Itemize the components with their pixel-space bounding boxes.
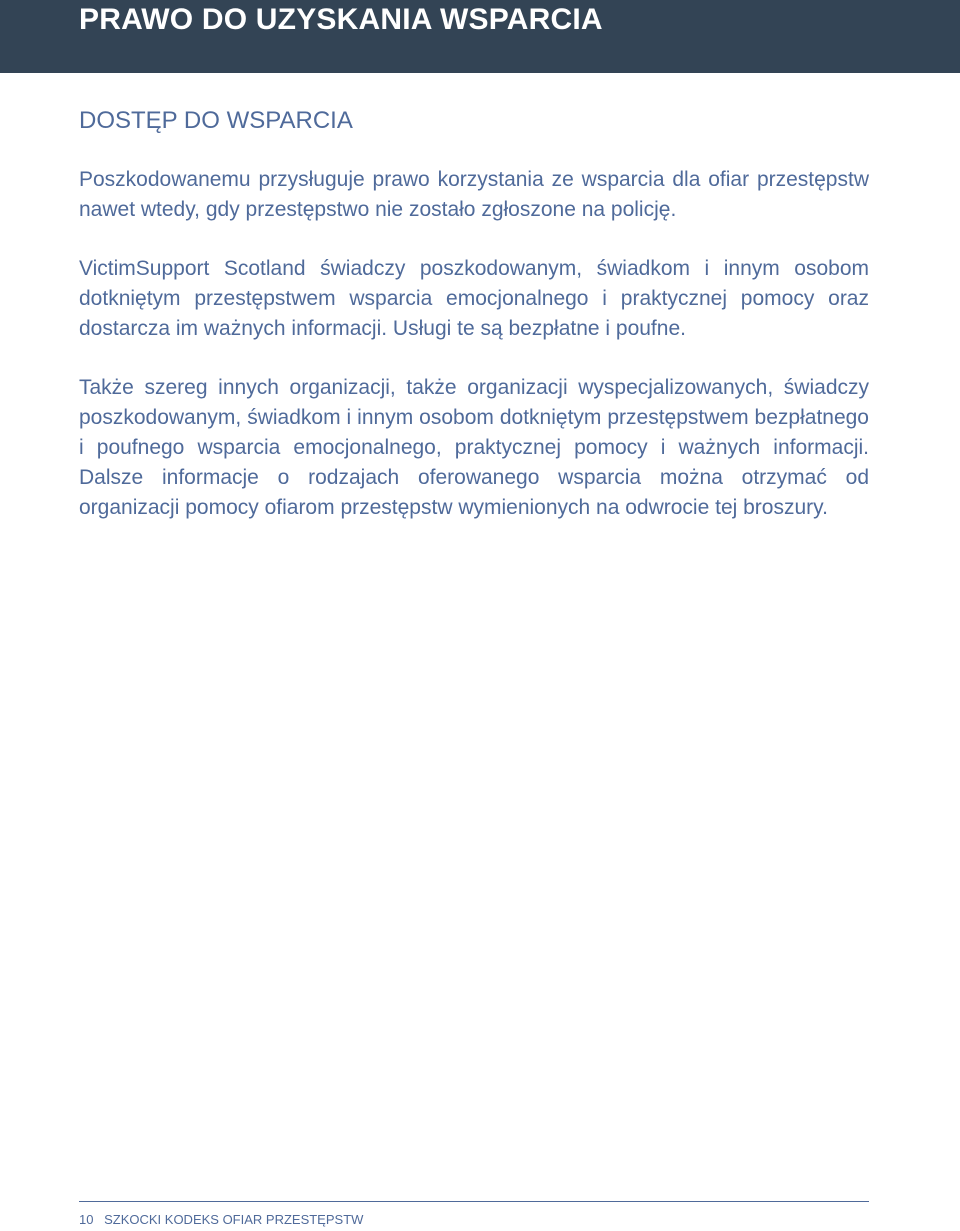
footer-divider	[79, 1201, 869, 1202]
header-bar	[0, 0, 960, 73]
page-number: 10	[79, 1212, 94, 1227]
page-title: PRAWO DO UZYSKANIA WSPARCIA	[79, 3, 603, 36]
paragraph-victim-support-scotland: VictimSupport Scotland świadczy poszkodowanym, świadkom i innym osobom dotkniętym przestępstwem wsparcia emocjonalnego i praktycznej pomocy oraz dostarcza im ważnych informacji. Usługi te są bezpłatne i poufne.	[79, 257, 869, 340]
footer	[79, 1212, 363, 1228]
publication-title: SZKOCKI KODEKS OFIAR PRZESTĘPSTW	[104, 1212, 364, 1227]
paragraph-right-to-support: Poszkodowanemu przysługuje prawo korzystania ze wsparcia dla ofiar przestępstw nawet wtedy, gdy przestępstwo nie zostało zgłoszone na policję.	[79, 168, 869, 221]
body-text	[79, 165, 869, 552]
paragraph-other-organisations: Także szereg innych organizacji, także organizacji wyspecjalizowanych, świadczy poszkodowanym, świadkom i innym osobom dotkniętym przestępstwem bezpłatnego i poufnego wsparcia emocjonalnego, praktycznej pomocy i ważnych informacji. Dalsze informacje o rodzajach oferowanego wsparcia można otrzymać od organizacji pomocy ofiarom przestępstw wymienionych na odwrocie tej broszury.	[79, 376, 869, 519]
section-heading: DOSTĘP DO WSPARCIA	[79, 107, 353, 134]
